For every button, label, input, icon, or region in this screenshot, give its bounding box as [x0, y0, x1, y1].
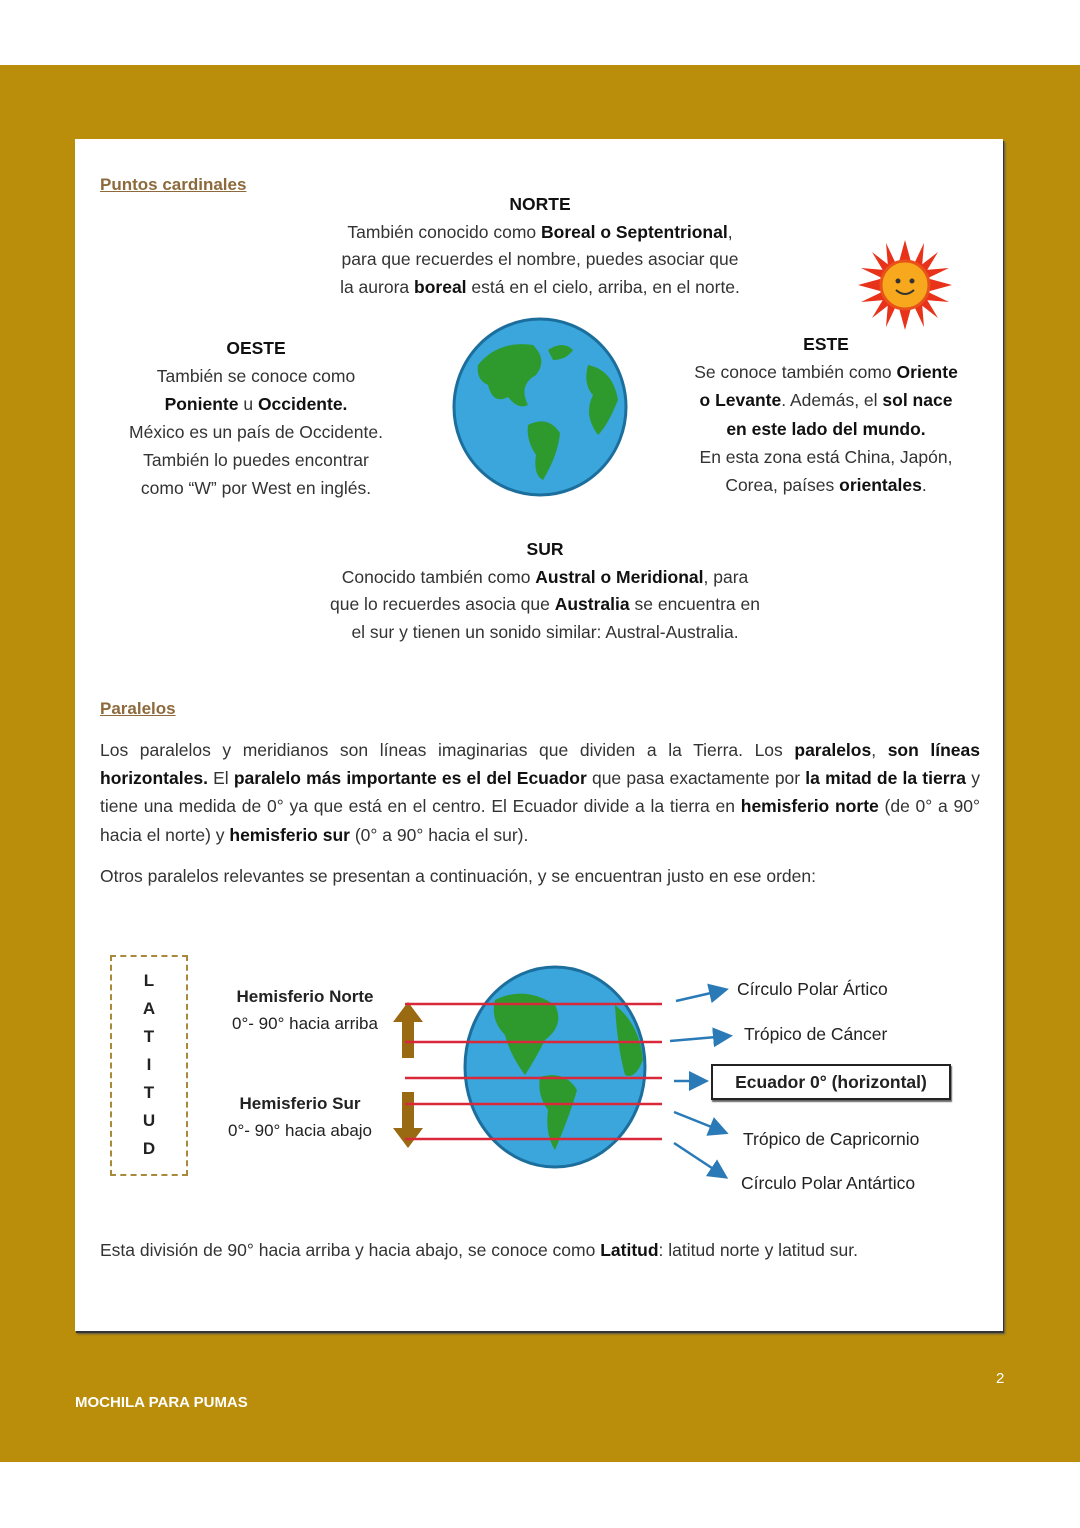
- text-segment: Corea, países: [725, 475, 840, 496]
- bold-text: hemisferio norte: [740, 796, 879, 817]
- latitud-letter: T: [143, 1027, 155, 1046]
- text-segment: ,: [727, 221, 733, 242]
- text-line: [100, 418, 412, 446]
- text-segment: que lo recuerdes asocia que: [330, 594, 555, 614]
- label-tropico-capricornio: Trópico de Capricornio: [743, 1129, 920, 1149]
- text-line: [100, 362, 412, 390]
- text-segment: También conocido como: [347, 221, 541, 242]
- latitud-letter: D: [142, 1139, 156, 1158]
- text-line: [280, 564, 810, 592]
- latitud-conclusion: [100, 1236, 980, 1264]
- text-line: [290, 219, 790, 247]
- hemisferio-norte-range: 0°- 90° hacia arriba: [232, 1014, 378, 1033]
- bold-text: sol nace: [882, 390, 953, 411]
- text-segment: ,: [871, 740, 888, 760]
- latitud-letter: I: [146, 1055, 152, 1074]
- latitud-letter: U: [142, 1111, 156, 1130]
- bold-text: Latitud: [600, 1240, 659, 1260]
- este-title: ESTE: [803, 334, 849, 354]
- bold-text: o Levante: [699, 390, 782, 411]
- text-line: [666, 471, 986, 499]
- text-segment: (de 0° a 90° hacia el norte) y: [100, 796, 980, 845]
- text-segment: Se conoce también como: [694, 362, 897, 383]
- bold-text: hemisferio sur: [229, 824, 350, 845]
- text-segment: Los paralelos y meridianos son líneas imaginarias que dividen a la Tierra. Los: [100, 740, 795, 760]
- latitud-letter: L: [143, 971, 155, 990]
- oeste-title: OESTE: [226, 338, 286, 358]
- text-segment: Conocido también como: [341, 566, 536, 587]
- latitud-letter: A: [142, 999, 156, 1018]
- hemisferio-sur: [205, 1090, 395, 1144]
- bold-text: Oriente: [896, 362, 958, 383]
- bold-text: Australia: [554, 594, 630, 614]
- text-line: [100, 390, 412, 418]
- text-line: [666, 415, 986, 443]
- este-text: [666, 358, 986, 499]
- text-segment: : latitud norte y latitud sur.: [658, 1240, 858, 1260]
- norte-block: [290, 191, 790, 301]
- text-segment: está en el cielo, arriba, en el norte.: [466, 276, 740, 297]
- bold-text: son líneas horizontales.: [100, 740, 980, 789]
- earth-parallels-image: [405, 965, 665, 1175]
- text-line: [280, 591, 810, 619]
- oeste-text: [100, 362, 412, 502]
- heading-puntos-cardinales: Puntos cardinales: [100, 175, 247, 194]
- text-line: [666, 443, 986, 471]
- text-segment: el sur y tienen un sonido similar: Austral-Australia.: [351, 621, 739, 642]
- text-segment: como “W” por West en inglés.: [140, 478, 372, 498]
- bold-text: boreal: [414, 276, 467, 297]
- text-segment: se encuentra en: [629, 594, 760, 614]
- norte-title: NORTE: [509, 194, 571, 214]
- text-segment: que pasa exactamente por: [586, 768, 806, 789]
- bold-text: Poniente: [164, 394, 239, 414]
- text-segment: la aurora: [340, 276, 415, 297]
- label-circulo-polar-antartico: Círculo Polar Antártico: [741, 1173, 916, 1193]
- latitud-box: [110, 955, 188, 1176]
- oeste-block: [100, 334, 412, 502]
- text-segment: También se conoce como: [156, 366, 356, 386]
- text-line: [100, 474, 412, 502]
- text-segment: Esta división de 90° hacia arriba y hacia abajo, se conoce como: [100, 1240, 601, 1260]
- text-segment: .: [921, 475, 927, 496]
- text-segment: El: [207, 768, 234, 789]
- bold-text: Austral o Meridional: [535, 566, 704, 587]
- text-segment: En esta zona está China, Japón,: [699, 446, 953, 467]
- text-segment: y tiene una medida de 0° ya que está en el centro. El Ecuador divide a la tierra en: [100, 768, 980, 817]
- heading-paralelos: Paralelos: [100, 699, 176, 718]
- text-segment: , para: [703, 566, 749, 587]
- sur-text: [280, 564, 810, 647]
- text-segment: u: [238, 394, 258, 414]
- latitud-letter: T: [143, 1083, 155, 1102]
- text-segment: para que recuerdes el nombre, puedes asociar que: [341, 249, 739, 269]
- text-segment: También lo puedes encontrar: [143, 450, 369, 470]
- label-tropico-cancer: Trópico de Cáncer: [744, 1024, 888, 1044]
- text-segment: (0° a 90° hacia el sur).: [349, 824, 529, 845]
- footer-brand: MOCHILA PARA PUMAS: [75, 1394, 248, 1411]
- hemisferio-norte-title: Hemisferio Norte: [236, 987, 374, 1006]
- text-line: [666, 358, 986, 386]
- text-segment: México es un país de Occidente.: [129, 422, 383, 442]
- bold-text: paralelos: [794, 740, 872, 760]
- bold-text: Boreal o Septentrional: [541, 221, 728, 242]
- bold-text: Occidente.: [257, 394, 348, 414]
- latitud-letters: [112, 957, 186, 1163]
- text-line: [290, 246, 790, 274]
- label-circulo-polar-artico: Círculo Polar Ártico: [737, 979, 888, 999]
- sur-title: SUR: [526, 539, 564, 559]
- text-segment: Otros paralelos relevantes se presentan a continuación, y se encuentran justo en ese orden:: [100, 866, 816, 886]
- hemisferio-norte: [210, 983, 400, 1037]
- text-line: [290, 274, 790, 302]
- text-line: [100, 446, 412, 474]
- text-line: [666, 386, 986, 414]
- bold-text: orientales: [839, 475, 922, 496]
- bold-text: en este lado del mundo.: [726, 418, 926, 439]
- label-ecuador: Ecuador 0° (horizontal): [711, 1064, 951, 1100]
- este-block: [666, 330, 986, 499]
- hemisferio-sur-range: 0°- 90° hacia abajo: [227, 1121, 373, 1140]
- bold-text: la mitad de la tierra: [805, 768, 967, 789]
- text-line: [280, 619, 810, 647]
- sun-icon: [858, 240, 952, 330]
- sur-block: [280, 536, 810, 646]
- paralelos-paragraph: [100, 736, 980, 849]
- norte-text: [290, 219, 790, 302]
- hemisferio-sur-title: Hemisferio Sur: [239, 1094, 361, 1113]
- earth-globe-image: [448, 315, 633, 500]
- bold-text: paralelo más importante es el del Ecuador: [233, 768, 587, 789]
- page-number: 2: [996, 1370, 1005, 1387]
- paralelos-intro: [100, 862, 980, 890]
- text-segment: . Además, el: [781, 390, 883, 411]
